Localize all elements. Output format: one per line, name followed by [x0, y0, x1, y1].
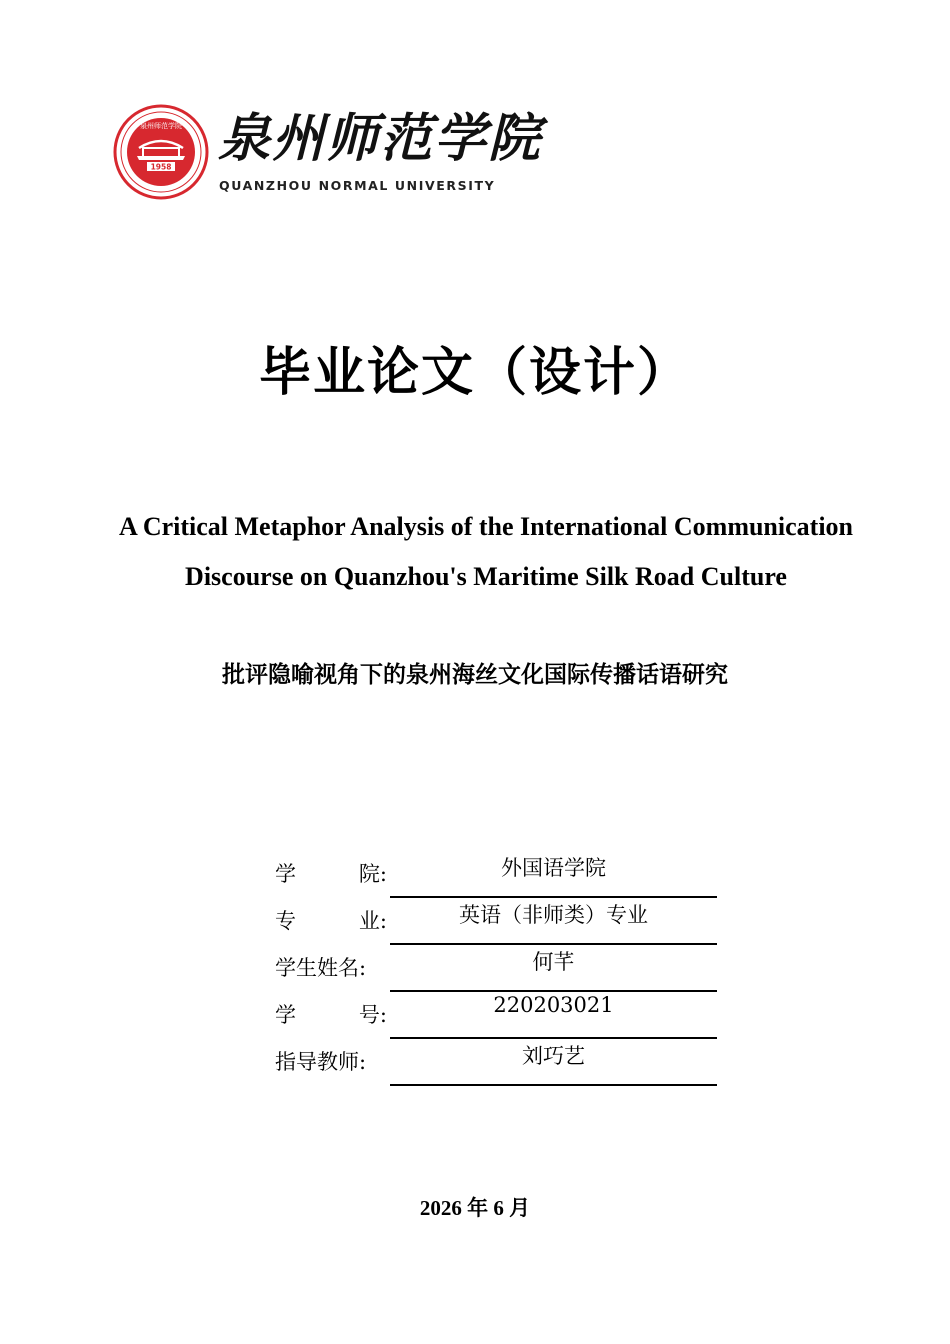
student-info-table — [275, 848, 720, 1083]
english-thesis-title: A Critical Metaphor Analysis of the International Communication Discourse on Quanzhou's Maritime Silk Road Culture — [118, 512, 854, 591]
university-logo — [113, 104, 543, 200]
underline — [390, 1084, 717, 1086]
info-label: 学 院: — [275, 862, 387, 886]
seal-text-top: 泉州师范学院 — [140, 122, 182, 130]
info-row-advisor — [275, 1036, 720, 1083]
info-row-college — [275, 848, 720, 895]
info-label: 学 号: — [275, 1003, 387, 1027]
info-value-major: 英语（非师类）专业 — [459, 903, 648, 927]
logo-wordmark-cn: 泉州师范学院 — [218, 108, 543, 169]
info-row-student-id — [275, 989, 720, 1036]
info-row-student-name — [275, 942, 720, 989]
info-value-advisor: 刘巧艺 — [522, 1044, 585, 1068]
info-value-student-name: 何芊 — [532, 950, 575, 974]
logo-wordmark-en: QUANZHOU NORMAL UNIVERSITY — [219, 178, 496, 193]
university-seal-icon — [113, 104, 209, 200]
info-label: 学生姓名: — [275, 956, 367, 980]
info-label: 专 业: — [275, 909, 387, 933]
chinese-thesis-title: 批评隐喻视角下的泉州海丝文化国际传播话语研究 — [222, 662, 728, 688]
page-title: 毕业论文（设计） — [258, 343, 691, 403]
submission-date: 2026 年 6 月 — [419, 1196, 531, 1220]
info-label: 指导教师: — [275, 1050, 367, 1074]
info-row-major — [275, 895, 720, 942]
seal-year: 1958 — [150, 162, 172, 172]
info-value-college: 外国语学院 — [501, 856, 606, 880]
info-value-student-id: 220203021 — [493, 993, 614, 1017]
